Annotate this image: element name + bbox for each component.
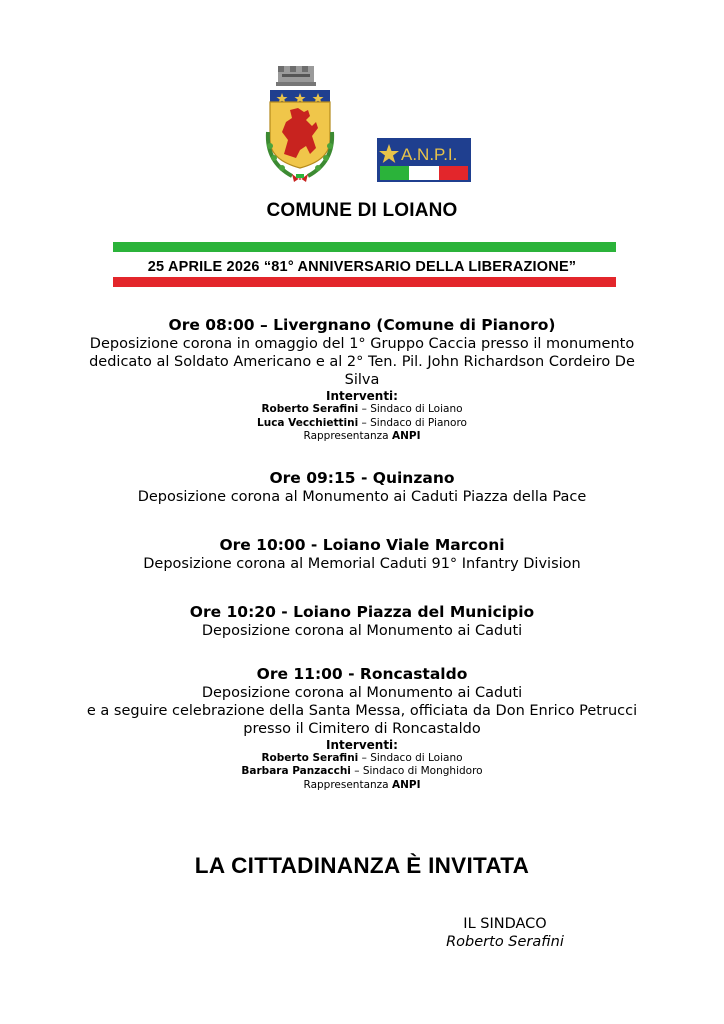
item-description-line: Deposizione corona al Monumento ai Caduti — [201, 684, 523, 701]
program-list — [60, 316, 664, 792]
item-description-line: Silva — [344, 372, 380, 388]
program-item-quinzano — [60, 469, 664, 506]
representation-org: ANPI — [391, 778, 421, 791]
item-description-line: Deposizione corona al Monumento ai Caduti Piazza della Pace — [137, 488, 587, 505]
flag-band-green — [113, 242, 616, 252]
representation-text: Rappresentanza — [303, 430, 392, 442]
coat-of-arms-icon — [262, 62, 338, 186]
header-emblems — [0, 62, 724, 192]
anpi-logo-text: A.N.P.I. — [401, 145, 458, 164]
anpi-logo-icon — [377, 138, 471, 182]
page-title: COMUNE DI LOIANO — [266, 200, 458, 221]
representation-line — [60, 430, 664, 444]
program-item-livergnano — [60, 316, 664, 444]
signature-name: Roberto Serafini — [446, 934, 564, 950]
speaker-role: – Sindaco di Loiano — [358, 751, 463, 764]
signature-block — [440, 915, 570, 952]
flag-band-red — [113, 277, 616, 287]
speaker-role: – Sindaco di Pianoro — [358, 416, 467, 429]
speaker-line — [60, 765, 664, 779]
speaker-name: Luca Vecchiettini — [257, 416, 359, 429]
speaker-line — [60, 752, 664, 766]
invitation-heading: LA CITTADINANZA È INVITATA — [194, 853, 530, 878]
item-heading: Ore 10:20 - Loiano Piazza del Municipio — [189, 602, 535, 621]
speaker-role: – Sindaco di Loiano — [358, 403, 463, 415]
speaker-line — [60, 403, 664, 417]
representation-org: ANPI — [391, 430, 421, 442]
item-description-line: Deposizione corona al Memorial Caduti 91° Infantry Division — [143, 555, 581, 572]
representation-text: Rappresentanza — [303, 778, 392, 791]
item-heading: Ore 09:15 - Quinzano — [269, 468, 455, 487]
speaker-name: Barbara Panzacchi — [241, 765, 351, 777]
interventi-title: Interventi: — [326, 389, 398, 403]
signature-title: IL SINDACO — [463, 916, 547, 932]
item-description-line: e a seguire celebrazione della Santa Messa, officiata da Don Enrico Petrucci — [86, 702, 638, 719]
item-heading: Ore 08:00 – Livergnano (Comune di Pianoro) — [168, 316, 556, 334]
speaker-name: Roberto Serafini — [261, 403, 359, 415]
speaker-line — [60, 417, 664, 431]
item-description-line: Deposizione corona in omaggio del 1° Gruppo Caccia presso il monumento — [89, 336, 635, 352]
item-heading: Ore 10:00 - Loiano Viale Marconi — [219, 535, 505, 554]
representation-line — [60, 779, 664, 793]
program-item-piazza-municipio — [60, 603, 664, 640]
item-description-line: Deposizione corona al Monumento ai Caduti — [201, 622, 523, 639]
item-description-line: dedicato al Soldato Americano e al 2° Ten. Pil. John Richardson Cordeiro De — [89, 354, 635, 370]
program-item-viale-marconi — [60, 536, 664, 573]
speaker-role: – Sindaco di Monghidoro — [350, 765, 483, 777]
item-heading: Ore 11:00 - Roncastaldo — [256, 664, 468, 683]
interventi-title: Interventi: — [326, 737, 398, 752]
speaker-name: Roberto Serafini — [261, 751, 359, 764]
item-description-line: presso il Cimitero di Roncastaldo — [243, 720, 481, 737]
event-subtitle: 25 APRILE 2026 “81° ANNIVERSARIO DELLA LIBERAZIONE” — [147, 259, 577, 275]
program-item-roncastaldo — [60, 665, 664, 793]
